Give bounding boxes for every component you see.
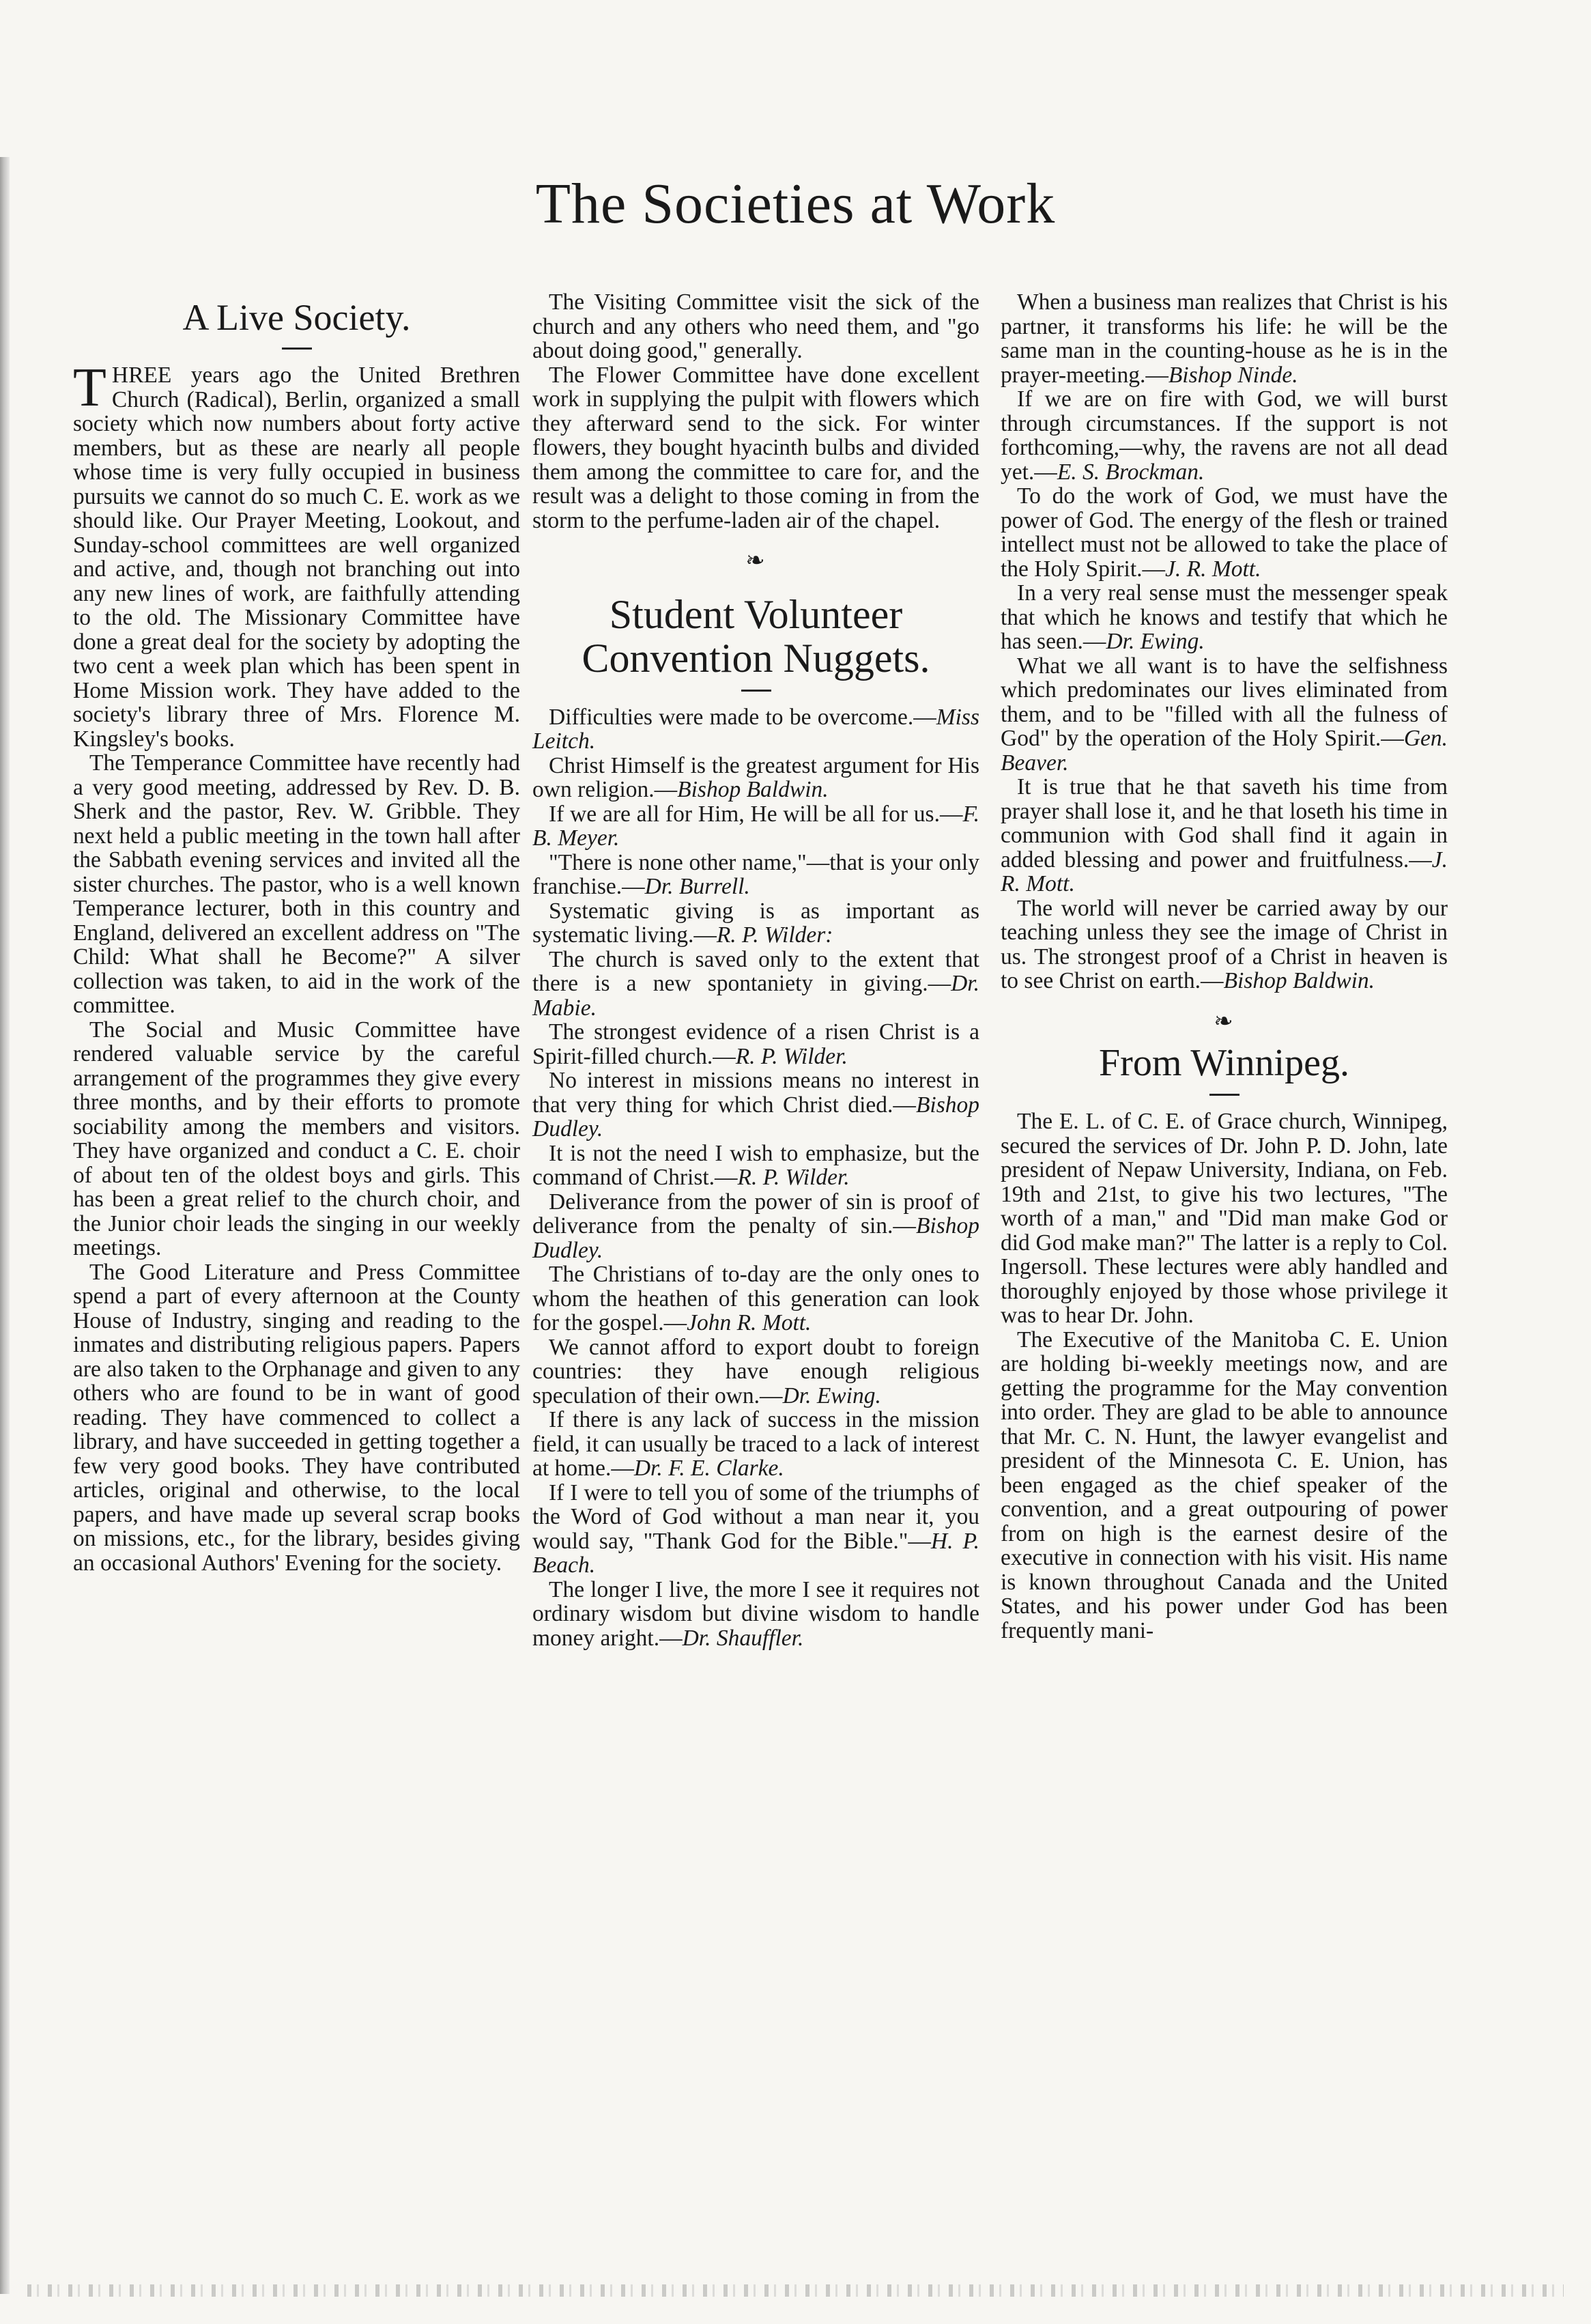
quote-text: "There is none other name,"—that is your only franchise.— (532, 849, 979, 899)
quote-attribution: J. R. Mott. (1165, 556, 1261, 582)
quote-item (1001, 775, 1448, 896)
article-paragraph: The E. L. of C. E. of Grace church, Winnipeg, secured the services of Dr. John P. D. John, late president of Nepaw University, Indiana, on Feb. 19th and 21st, to give his two lectures, "The worth of a man," and "Did man make God or did God make man?" The latter is a reply to Col. Ingersoll. These lectures were ably handled and thoroughly enjoyed by those whose privilege it was to hear Dr. John. (1001, 1109, 1448, 1328)
quote-attribution: Dr. Mabie. (532, 971, 979, 1021)
quote-attribution: R. P. Wilder. (737, 1165, 850, 1190)
quote-text: To do the work of God, we must have the power of God. The energy of the flesh or trained intellect must not be allowed to take the place of the Holy Spirit.— (1001, 483, 1448, 582)
quote-text: Christ Himself is the greatest argument for His own religion.— (532, 752, 979, 802)
heading-rule (1209, 1094, 1239, 1096)
quote-attribution: Dr. Ewing. (782, 1383, 881, 1408)
quote-item (1001, 387, 1448, 484)
quote-text: We cannot afford to export doubt to foreign countries: they have enough religious speculation of their own.— (532, 1334, 979, 1408)
quote-list (532, 705, 979, 1651)
column-1 (73, 290, 520, 1575)
quote-attribution: R. P. Wilder. (735, 1043, 848, 1069)
ornament-divider: ❧ (1214, 1008, 1235, 1034)
quote-item (532, 1262, 979, 1335)
quote-item (532, 851, 979, 899)
heading-student-volunteer: Student Volunteer Convention Nuggets. (582, 591, 930, 681)
quote-item (1001, 654, 1448, 776)
heading-a-live-society: A Live Society. (182, 297, 411, 338)
quote-item (532, 802, 979, 851)
quote-text: When a business man realizes that Christ is his partner, it transforms his life: he will be the same man in the counting-house as he is in the prayer-meeting.— (1001, 289, 1448, 388)
quote-attribution: Bishop Dudley. (532, 1213, 979, 1263)
quote-attribution: John R. Mott. (687, 1310, 812, 1335)
scan-artifact-bottom (27, 2284, 1564, 2297)
quote-text: The strongest evidence of a risen Christ is a Spirit-filled church.— (532, 1019, 979, 1069)
quote-item (1001, 581, 1448, 654)
quote-attribution: Dr. F. E. Clarke. (633, 1456, 784, 1481)
quote-item (1001, 896, 1448, 993)
quote-attribution: H. P. Beach. (532, 1528, 979, 1578)
quote-text: If there is any lack of success in the mission field, it can usually be traced to a lack of interest at home.— (532, 1407, 979, 1481)
quote-text: The longer I live, the more I see it requires not ordinary wisdom but divine wisdom to handle money aright.— (532, 1576, 979, 1651)
quote-item (532, 1068, 979, 1142)
article-paragraph: The Visiting Committee visit the sick of the church and any others who need them, and "go about doing good," generally. (532, 289, 979, 363)
quote-text: If we are on fire with God, we will burst through circumstances. If the support is not forthcoming,—why, the ravens are not all dead yet.— (1001, 386, 1448, 485)
quote-text: It is not the need I wish to emphasize, but the command of Christ.— (532, 1140, 979, 1190)
drop-cap: T (73, 358, 106, 418)
page-title: The Societies at Work (535, 172, 1056, 236)
column-2 (532, 290, 979, 1650)
article-paragraph: The Temperance Committee have recently had a very good meeting, addressed by Rev. D. B. Sherk and the pastor, Rev. W. Gribble. They next held a public meeting in the town hall after the Sabbath evening services and invited all the sister churches. The pastor, who is a well known Temperance lecturer, both in this country and England, delivered an excellent address on "The Child: What shall he Become?" A silver collection was taken, to aid in the work of the committee. (73, 750, 520, 1018)
page-binding-edge (0, 157, 10, 2294)
quote-item (1001, 290, 1448, 387)
article-paragraph (73, 358, 520, 752)
quote-item (532, 754, 979, 802)
article-paragraph: The Good Literature and Press Committee spend a part of every afternoon at the County House of Industry, singing and reading to the inmates and distributing religious papers. Papers are also taken to the Orphanage and given to any others who are found to be in want of good reading. They have commenced to collect a library, and have succeeded in getting together a few very good books. They have contributed articles, original and otherwise, to the local papers, and have made up several scrap books on missions, etc., for the library, besides giving an occasional Authors' Evening for the society. (73, 1259, 520, 1576)
quote-attribution: Bishop Ninde. (1168, 362, 1298, 388)
quote-attribution: Bishop Baldwin. (1223, 968, 1375, 993)
quote-attribution: Dr. Burrell. (644, 874, 750, 899)
quote-text: It is true that he that saveth his time from prayer shall lose it, and he that loseth his time in communion with God shall find it again in added blessing and power and fruitfulness.— (1001, 774, 1448, 873)
quote-attribution: R. P. Wilder: (716, 922, 833, 948)
column-3 (1001, 290, 1448, 1643)
quote-attribution: Bishop Baldwin. (677, 777, 829, 802)
quote-text: Deliverance from the power of sin is proof of deliverance from the penalty of sin.— (532, 1189, 979, 1238)
quote-attribution: Miss Leitch. (532, 704, 979, 754)
quote-item (532, 705, 979, 754)
quote-item (532, 899, 979, 948)
quote-text: Systematic giving is as important as systematic living.— (532, 898, 979, 948)
quote-attribution: Dr. Ewing. (1106, 629, 1205, 654)
quote-item (532, 1335, 979, 1408)
quote-attribution: E. S. Brockman. (1057, 459, 1205, 485)
quote-attribution: J. R. Mott. (1001, 847, 1448, 896)
heading-from-winnipeg: From Winnipeg. (1099, 1042, 1349, 1084)
article-paragraph: The Flower Committee have done excellent work in supplying the pulpit with flowers which they afterward send to the sick. For winter flowers, they bought hyacinth bulbs and divided them among the committee to care for, and the result was a delight to those coming in from the storm to the perfume-laden air of the chapel. (532, 362, 979, 533)
quote-item (532, 1020, 979, 1068)
quote-item (532, 948, 979, 1021)
heading-rule (741, 690, 771, 692)
quote-item (532, 1190, 979, 1263)
quote-text: The church is saved only to the extent that there is a new spontaniety in giving.— (532, 946, 979, 996)
quote-text: The Christians of to-day are the only ones to whom the heathen of this generation can look for the gospel.— (532, 1262, 979, 1335)
quote-text: If we are all for Him, He will be all for us.— (549, 801, 963, 827)
article-paragraph: The Social and Music Committee have rendered valuable service by the careful arrangement of the programmes they give every three months, and by their efforts to promote sociability among the members and visitors. They have organized and conduct a C. E. choir of about ten of the oldest boys and girls. This has been a great relief to the church choir, and the Junior choir leads the singing in our weekly meetings. (73, 1017, 520, 1260)
quote-text: No interest in missions means no interest in that very thing for which Christ died.— (532, 1068, 979, 1118)
quote-attribution: F. B. Meyer. (532, 801, 979, 851)
quote-list (1001, 290, 1448, 993)
quote-text: The world will never be carried away by our teaching unless they see the image of Christ in us. The strongest proof of a Christ in heaven is to see Christ on earth.— (1001, 895, 1448, 993)
quote-attribution: Dr. Shauffler. (682, 1625, 804, 1651)
quote-attribution: Bishop Dudley. (532, 1092, 979, 1142)
quote-text: Difficulties were made to be overcome.— (549, 704, 936, 730)
quote-item (532, 1142, 979, 1190)
heading-rule (282, 348, 312, 350)
quote-attribution: Gen. Beaver. (1001, 726, 1448, 776)
quote-item (532, 1481, 979, 1578)
quote-item (532, 1578, 979, 1651)
quote-text: In a very real sense must the messenger speak that which he knows and testify that which he has seen.— (1001, 580, 1448, 654)
quote-item (532, 1408, 979, 1481)
quote-text: What we all want is to have the selfishness which predominates our lives eliminated from them, and to be "filled with all the fulness of God" by the operation of the Holy Spirit.— (1001, 653, 1448, 751)
paragraph-text: HREE years ago the United Brethren Church (Radical), Berlin, organized a small society which now numbers about forty active members, but as these are nearly all people whose time is very fully occupied in business pursuits we cannot do so much C. E. work as we should like. Our Prayer Meeting, Lookout, and Sunday-school committees are well organized and active, and, though not branching out into any new lines of work, are faithfully attending to the old. The Missionary Committee have done a great deal for the society by adopting the two cent a week plan which has been spent in Home Mission work. They have added to the society's library three of Mrs. Florence M. Kingsley's books. (73, 363, 520, 752)
quote-item (1001, 484, 1448, 581)
ornament-divider: ❧ (745, 548, 766, 573)
quote-text: If I were to tell you of some of the triumphs of the Word of God without a man near it, you would say, "Thank God for the Bible."— (532, 1479, 979, 1554)
article-paragraph: The Executive of the Manitoba C. E. Union are holding bi-weekly meetings now, and are getting the programme for the May convention into order. They are glad to be able to announce that Mr. C. N. Hunt, the lawyer evangelist and president of the Minnesota C. E. Union, has been engaged as the chief speaker of the convention, and a great outpouring of power from on high is the earnest desire of the executive in connection with his visit. His name is known throughout Canada and the United States, and his power under God has been frequently mani- (1001, 1327, 1448, 1643)
